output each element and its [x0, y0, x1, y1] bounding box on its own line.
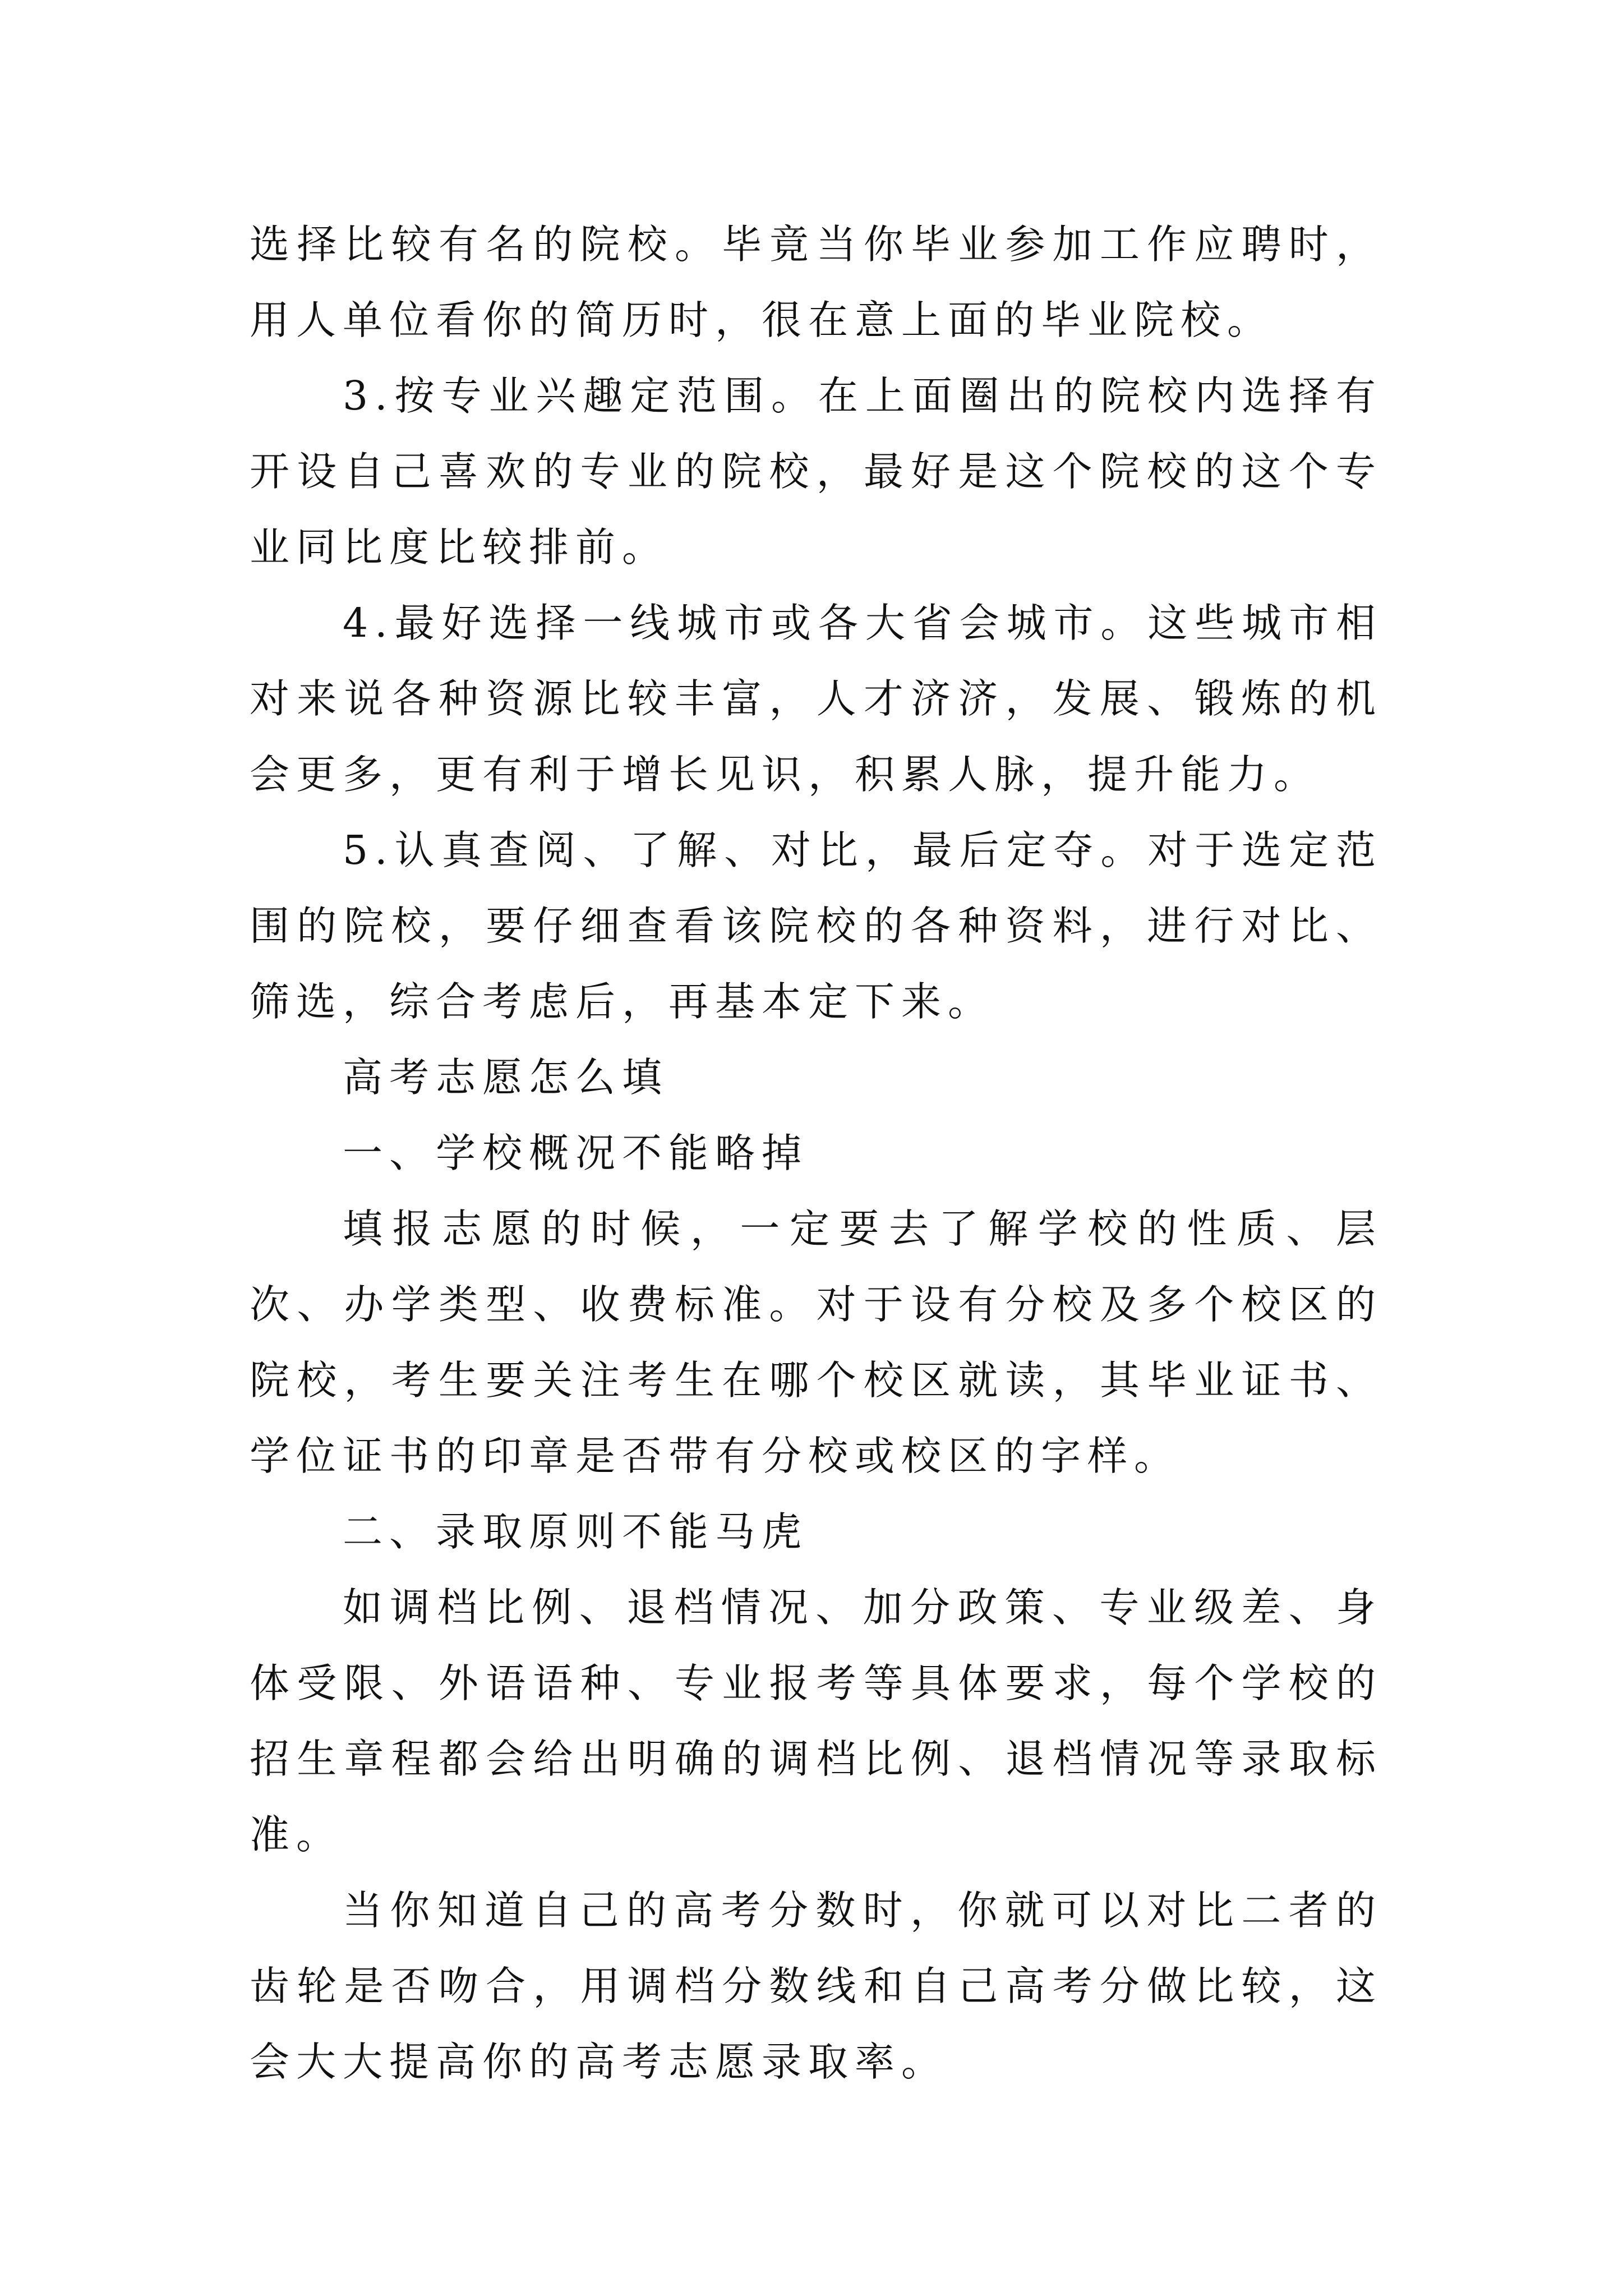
paragraph-school-overview: 填报志愿的时候，一定要去了解学校的性质、层次、办学类型、收费标准。对于设有分校及多个校区的院校，考生要关注考生在哪个校区就读，其毕业证书、学位证书的印章是否带有分校或校区的字样。 [250, 1205, 1382, 1479]
subheading-2: 二、录取原则不能马虎 [343, 1508, 809, 1555]
paragraph-item-5: 5.认真查阅、了解、对比，最后定夺。对于选定范围的院校，要仔细查看该院校的各种资料，进行对比、筛选，综合考虑后，再基本定下来。 [250, 827, 1382, 1025]
document-body [250, 206, 1382, 2100]
paragraph-item-4: 4.最好选择一线城市或各大省会城市。这些城市相对来说各种资源比较丰富，人才济济，发展、锻炼的机会更多，更有利于增长见识，积累人脉，提升能力。 [250, 600, 1382, 798]
paragraph-continuation: 选择比较有名的院校。毕竟当你毕业参加工作应聘时，用人单位看你的简历时，很在意上面的毕业院校。 [250, 221, 1382, 343]
paragraph-score-comparison: 当你知道自己的高考分数时，你就可以对比二者的齿轮是否吻合，用调档分数线和自己高考分做比较，这会大大提高你的高考志愿录取率。 [250, 1887, 1382, 2085]
subheading-1: 一、学校概况不能略掉 [343, 1130, 809, 1176]
paragraph-item-3: 3.按专业兴趣定范围。在上面圈出的院校内选择有开设自己喜欢的专业的院校，最好是这个院校的这个专业同比度比较排前。 [250, 372, 1382, 570]
paragraph-admission-rules: 如调档比例、退档情况、加分政策、专业级差、身体受限、外语语种、专业报考等具体要求，每个学校的招生章程都会给出明确的调档比例、退档情况等录取标准。 [250, 1584, 1382, 1858]
section-heading: 高考志愿怎么填 [343, 1054, 669, 1101]
